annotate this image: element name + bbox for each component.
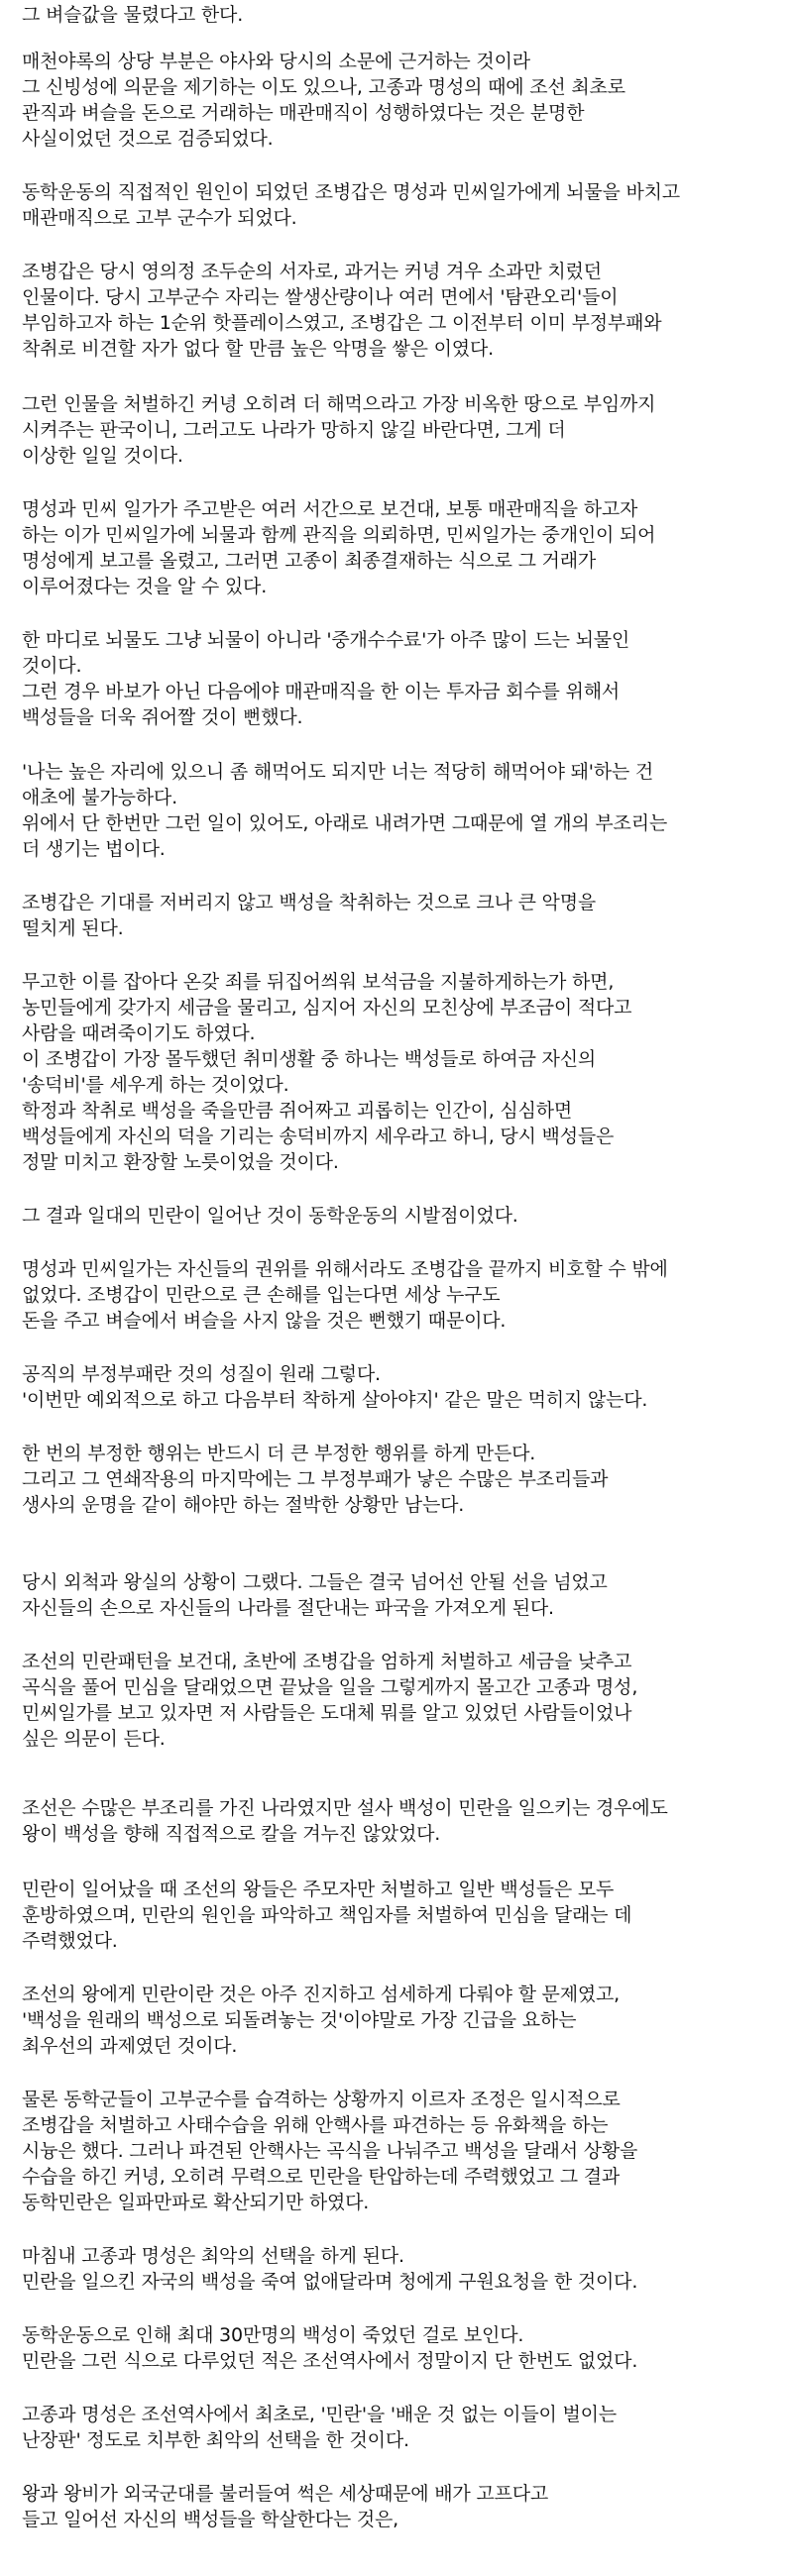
text-line: 민란을 그런 식으로 다루었던 적은 조선역사에서 정말이지 단 한번도 없었다. [22,2350,638,2372]
text-line: 사람을 때려죽이기도 하였다. [22,1022,256,1044]
text-line: 명성과 민씨일가는 자신들의 권위를 위해서라도 조병갑을 끝까지 비호할 수 밖에 [22,1258,668,1280]
text-line: 시늉은 했다. 그러나 파견된 안핵사는 곡식을 나눠주고 백성을 달래서 상황을 [22,2140,638,2162]
text-line: '송덕비'를 세우게 하는 것이었다. [22,1074,289,1096]
text-line: 한 마디로 뇌물도 그냥 뇌물이 아니라 '중개수수료'가 아주 많이 드는 뇌물인 [22,629,630,651]
text-line: 정말 미치고 환장할 노릇이었을 것이다. [22,1151,339,1173]
text-line: '이번만 예외적으로 하고 다음부터 착하게 살아야지' 같은 말은 먹히지 않는다. [22,1389,648,1411]
text-line: 조선은 수많은 부조리를 가진 나라였지만 설사 백성이 민란을 일으키는 경우에도 [22,1797,668,1819]
text-line: 명성에게 보고를 올렸고, 그러면 고종이 최종결재하는 식으로 그 거래가 [22,550,597,572]
text-line: 이상한 일일 것이다. [22,445,183,467]
text-line: 그런 인물을 처벌하긴 커녕 오히려 더 해먹으라고 가장 비옥한 땅으로 부임까지 [22,393,656,415]
text-line: 동학운동의 직접적인 원인이 되었던 조병갑은 명성과 민씨일가에게 뇌물을 바치고 [22,181,680,203]
text-line: 이루어졌다는 것을 알 수 있다. [22,576,268,597]
text-line: 학정과 착취로 백성을 죽을만큼 쥐어짜고 괴롭히는 인간이, 심심하면 [22,1100,573,1122]
text-line: 그리고 그 연쇄작용의 마지막에는 그 부정부패가 낳은 수많은 부조리들과 [22,1468,609,1490]
text-line: 조병갑은 기대를 저버리지 않고 백성을 착취하는 것으로 크나 큰 악명을 [22,892,597,913]
text-line: '나는 높은 자리에 있으니 좀 해먹어도 되지만 너는 적당히 해먹어야 돼'하는 건 [22,761,654,783]
text-line: 동학민란은 일파만파로 확산되기만 하였다. [22,2192,370,2213]
text-line: 농민들에게 갖가지 세금을 물리고, 심지어 자신의 모친상에 부조금이 적다고 [22,997,632,1019]
text-line: 위에서 단 한번만 그런 일이 있어도, 아래로 내려가면 그때문에 열 개의 부조리는 [22,812,668,834]
text-line: 민란을 일으킨 자국의 백성을 죽여 없애달라며 청에게 구원요청을 한 것이다. [22,2271,638,2293]
text-line: 공직의 부정부패란 것의 성질이 원래 그렇다. [22,1363,381,1385]
text-line: 마침내 고종과 명성은 최악의 선택을 하게 된다. [22,2245,404,2267]
text-line: 자신들의 손으로 자신들의 나라를 절단내는 파국을 가져오게 된다. [22,1597,554,1619]
text-line: 시켜주는 판국이니, 그러고도 나라가 망하지 않길 바란다면, 그게 더 [22,419,566,441]
text-line: 이 조병갑이 가장 몰두했던 취미생활 중 하나는 백성들로 하여금 자신의 [22,1048,597,1070]
text-line: 조선의 민란패턴을 보건대, 초반에 조병갑을 엄하게 처벌하고 세금을 낮추고 [22,1651,632,1672]
text-line: 생사의 운명을 같이 해야만 하는 절박한 상황만 남는다. [22,1494,465,1516]
text-line: 애초에 불가능하다. [22,787,177,808]
text-line: 고종과 명성은 조선역사에서 최초로, '민란'을 '배운 것 없는 이들이 벌이는 [22,2404,617,2425]
text-line: 곡식을 풀어 민심을 달래었으면 끝났을 일을 그렇게까지 몰고간 고종과 명성, [22,1676,638,1698]
text-line: 떨치게 된다. [22,917,124,939]
text-line: 매천야록의 상당 부분은 야사와 당시의 소문에 근거하는 것이라 [22,51,530,72]
text-line: 훈방하였으며, 민란의 원인을 파악하고 책임자를 처벌하여 민심을 달래는 데 [22,1904,632,1926]
text-line: 백성들을 더욱 쥐어짤 것이 뻔했다. [22,706,303,728]
text-line: 명성과 민씨 일가가 주고받은 여러 서간으로 보건대, 보통 매관매직을 하고자 [22,498,638,520]
text-line: 사실이었던 것으로 검증되었다. [22,128,274,150]
text-line: 조병갑은 당시 영의정 조두순의 서자로, 과거는 커녕 겨우 소과만 치렀던 [22,261,602,282]
text-line: 조선의 왕에게 민란이란 것은 아주 진지하고 섬세하게 다뤄야 할 문제였고, [22,1984,621,2005]
text-line: 백성들에게 자신의 덕을 기리는 송덕비까지 세우라고 하니, 당시 백성들은 [22,1126,615,1147]
text-line: 착취로 비견할 자가 없다 할 만큼 높은 악명을 쌓은 이였다. [22,338,494,360]
text-line: 하는 이가 민씨일가에 뇌물과 함께 관직을 의뢰하면, 민씨일가는 중개인이 되어 [22,524,656,546]
text-line: 민씨일가를 보고 있자면 저 사람들은 도대체 뭐를 알고 있었던 사람들이었나 [22,1702,632,1724]
text-line: 그런 경우 바보가 아닌 다음에야 매관매직을 한 이는 투자금 회수를 위해서 [22,681,621,702]
text-line: 난장판' 정도로 치부한 최악의 선택을 한 것이다. [22,2429,409,2451]
text-line: 동학운동으로 인해 최대 30만명의 백성이 죽었던 걸로 보인다. [22,2324,524,2346]
text-line: 무고한 이를 잡아다 온갖 죄를 뒤집어씌워 보석금을 지불하게하는가 하면, [22,971,615,993]
text-line: 것이다. [22,655,82,677]
text-line: 한 번의 부정한 행위는 반드시 더 큰 부정한 행위를 하게 만든다. [22,1443,536,1464]
text-line: 민란이 일어났을 때 조선의 왕들은 주모자만 처벌하고 일반 백성들은 모두 [22,1878,615,1900]
text-line: 물론 동학군들이 고부군수를 습격하는 상황까지 이르자 조정은 일시적으로 [22,2089,621,2110]
text-line: 더 생기는 법이다. [22,838,166,860]
text-line: 주력했었다. [22,1930,118,1952]
text-line: 싶은 의문이 든다. [22,1728,166,1750]
text-line: 왕과 왕비가 외국군대를 불러들여 썩은 세상때문에 배가 고프다고 [22,2483,549,2505]
text-line: 그 벼슬값을 물렸다고 한다. [22,4,244,26]
text-line: 부임하고자 하는 1순위 핫플레이스였고, 조병갑은 그 이전부터 이미 부정부패와 [22,312,662,334]
text-line: 왕이 백성을 향해 직접적으로 칼을 겨누진 않았었다. [22,1823,441,1845]
text-line: 그 결과 일대의 민란이 일어난 것이 동학운동의 시발점이었다. [22,1205,518,1227]
text-line: 최우선의 과제였던 것이다. [22,2035,238,2057]
text-line: 관직과 벼슬을 돈으로 거래하는 매관매직이 성행하였다는 것은 분명한 [22,102,585,124]
text-line: 당시 외척과 왕실의 상황이 그랬다. 그들은 결국 넘어선 안될 선을 넘었고 [22,1571,608,1593]
text-line: 인물이다. 당시 고부군수 자리는 쌀생산량이나 여러 면에서 '탐관오리'들이 [22,286,619,308]
text-line: 매관매직으로 고부 군수가 되었다. [22,207,297,229]
text-line: '백성을 원래의 백성으로 되돌려놓는 것'이야말로 가장 긴급을 요하는 [22,2009,577,2031]
text-line: 들고 일어선 자신의 백성들을 학살한다는 것은, [22,2509,398,2530]
text-line: 돈을 주고 벼슬에서 벼슬을 사지 않을 것은 뻔했기 때문이다. [22,1310,507,1332]
text-line: 수습을 하긴 커녕, 오히려 무력으로 민란을 탄압하는데 주력했었고 그 결과 [22,2166,621,2188]
text-line: 없었다. 조병갑이 민란으로 큰 손해를 입는다면 세상 누구도 [22,1284,501,1306]
text-line: 그 신빙성에 의문을 제기하는 이도 있으나, 고종과 명성의 때에 조선 최초로 [22,76,625,98]
text-line: 조병갑을 처벌하고 사태수습을 위해 안핵사를 파견하는 등 유화책을 하는 [22,2114,609,2136]
